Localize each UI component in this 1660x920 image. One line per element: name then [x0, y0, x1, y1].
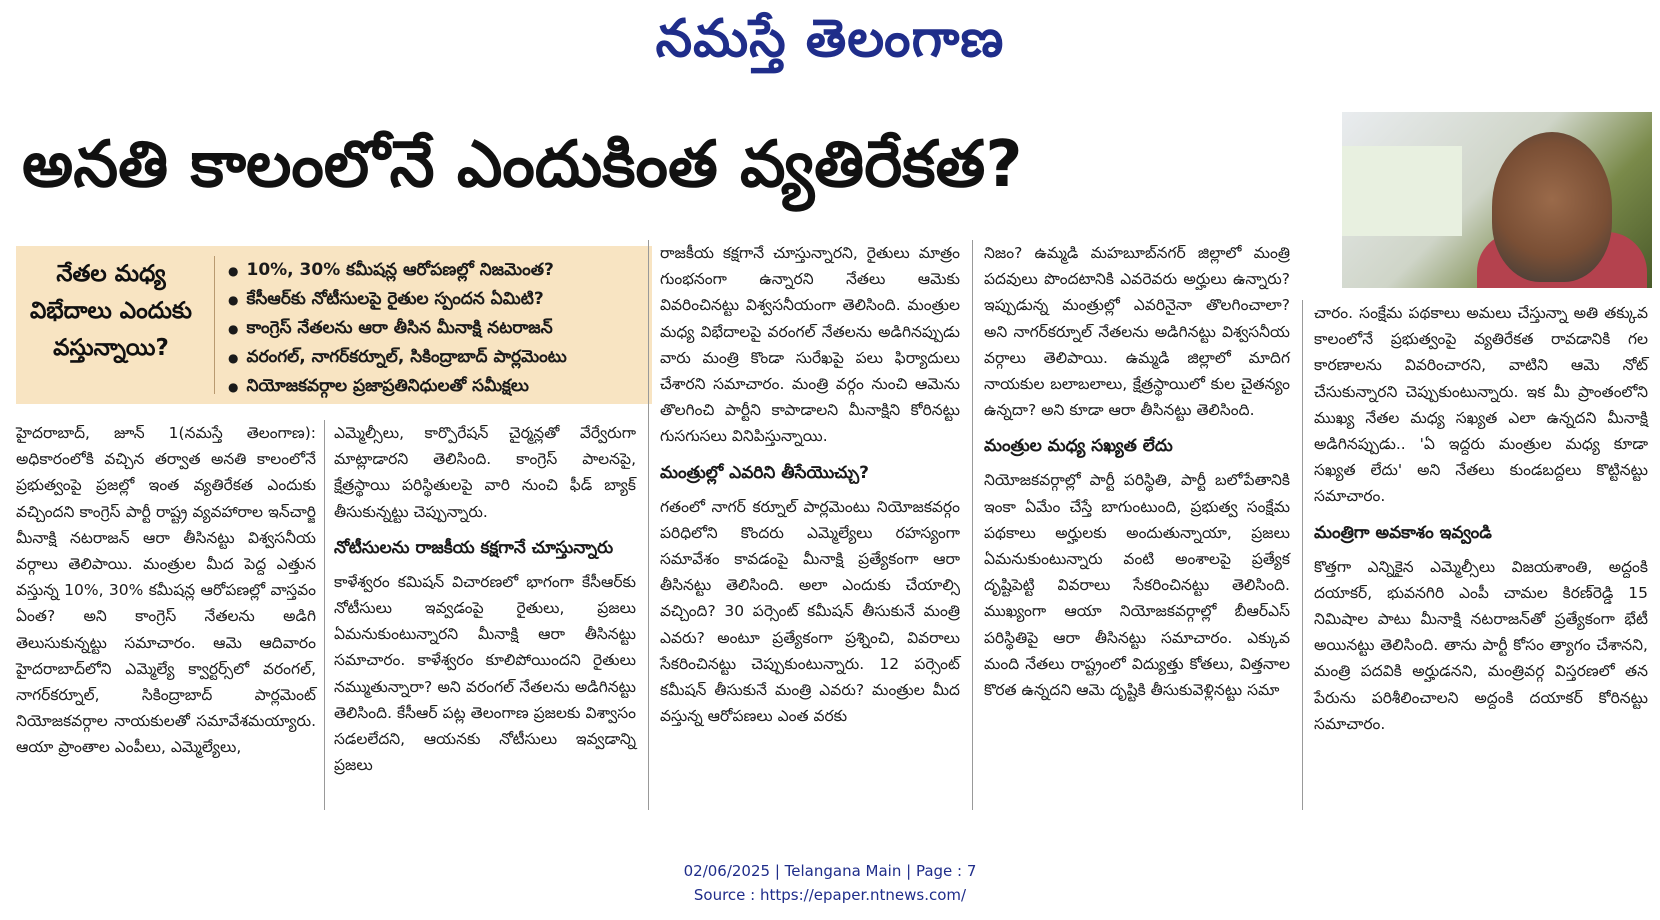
footer-date-page: 02/06/2025 | Telangana Main | Page : 7 [683, 862, 977, 880]
column-rule [648, 240, 649, 810]
bullet-item: ● 10%, 30% కమీషన్ల ఆరోపణల్లో నిజమెంత? [228, 256, 648, 285]
article-column-4 [984, 240, 1290, 703]
section-heading: మంత్రుల మధ్య సఖ్యత లేదు [984, 436, 1173, 457]
photo-background-banner [1342, 146, 1462, 236]
photo-person-face [1492, 132, 1612, 282]
column-rule [1302, 300, 1303, 810]
article-column-5 [1314, 300, 1648, 737]
column-text: చారం. సంక్షేమ పథకాలు అమలు చేస్తున్నా అతి తక్కువ కాలంలోనే ప్రభుత్వంపై వ్యతిరేకత రావడానికి గల కారణాలను వివరించారని, వాటిని ఆమె నోట్ చేసుకున్నారని చెప్పుకుంటున్నారు. ఇక మీ ప్రాంతంలోని ముఖ్య నేతల మధ్య సఖ్యత ఎలా ఉన్నదని మీనాక్షి అడిగినప్పుడు.. 'ఏ ఇద్దరు మంత్రుల మధ్య కూడా సఖ్యత లేదు' అని నేతలు కుండబద్దలు కొట్టినట్టు సమాచారం. [1314, 304, 1648, 506]
footer-source: Source : https://epaper.ntnews.com/ [693, 886, 967, 904]
article-column-3 [660, 240, 960, 729]
column-rule [972, 240, 973, 810]
article-column-2 [334, 420, 636, 778]
column-rule [324, 420, 325, 810]
headline: అనతి కాలంలోనే ఎందుకింత వ్యతిరేకత? [22, 128, 1023, 202]
column-text: హైదరాబాద్, జూన్ 1(నమస్తే తెలంగాణ): అధికారంలోకి వచ్చిన తర్వాత అనతి కాలంలోనే ప్రభుత్వంపై ప్రజల్లో ఇంత వ్యతిరేకత ఎందుకు వచ్చిందని కాంగ్రెస్ పార్టీ రాష్ట్ర వ్యవహారాల ఇన్‌చార్జి మీనాక్షి నటరాజన్ ఆరా తీసినట్టు విశ్వసనీయ వర్గాలు తెలిపాయి. మంత్రుల మీద పెద్ద ఎత్తున వస్తున్న 10%, 30% కమీషన్ల ఆరోపణల్లో వాస్తవం ఏంత? అని కాంగ్రెస్ నేతలను అడిగి తెలుసుకున్నట్టు సమాచారం. ఆమె ఆదివారం హైదరాబాద్‌లోని ఎమ్మెల్యే క్వార్టర్స్‌లో వరంగల్, నాగర్‌కర్నూల్, సికింద్రాబాద్ పార్లమెంట్ నియోజకవర్గాల నాయకులతో సమావేశమయ్యారు. ఆయా ప్రాంతాల ఎంపీలు, ఎమ్మెల్యేలు, [16, 424, 316, 757]
bullet-item: ● కాంగ్రెస్ నేతలను ఆరా తీసిన మీనాక్షి నటరాజన్ [228, 314, 648, 343]
subheading-question: నేతల మధ్య విభేదాలు ఎందుకు వస్తున్నాయి? [30, 261, 192, 361]
bullet-item: ● వరంగల్, నాగర్‌కర్నూల్, సికింద్రాబాద్ పార్లమెంటు [228, 343, 648, 372]
column-text: కొత్తగా ఎన్నికైన ఎమ్మెల్సీలు విజయశాంతి, అద్దంకి దయాకర్, భువనగిరి ఎంపీ చామల కిరణ్‌రెడ్డి 15 నిమిషాల పాటు మీనాక్షి నటరాజన్‌తో ప్రత్యేకంగా భేటీ అయినట్టు తెలిసింది. తాను పార్టీ కోసం త్యాగం చేశానని, మంత్రి పదవికి అర్హుడనని, మంత్రివర్గ విస్తరణలో తన పేరును పరిశీలించాలని అద్దంకి దయాకర్ కోరినట్టు సమాచారం. [1314, 557, 1648, 733]
subheading-divider [214, 256, 215, 394]
column-text: నిజం? ఉమ్మడి మహబూబ్‌నగర్ జిల్లాలో మంత్రి పదవులు పొందటానికి ఎవరెవరు అర్హులు ఉన్నారు? ఇప్పుడున్న మంత్రుల్లో ఎవరినైనా తొలగించాలా? అని నాగర్‌కర్నూల్ నేతలను అడిగినట్టు విశ్వసనీయ వర్గాలు తెలిపాయి. ఉమ్మడి జిల్లాలో మాదిగ నాయకుల బలాబలాలు, క్షేత్రస్థాయిలో కుల చైతన్యం ఉన్నదా? అని కూడా ఆరా తీసినట్టు తెలిసింది. [984, 244, 1290, 420]
bullet-item: ● నియోజకవర్గాల ప్రజాప్రతినిధులతో సమీక్షలు [228, 372, 648, 401]
column-text: నియోజకవర్గాల్లో పార్టీ పరిస్థితి, పార్టీ బలోపేతానికి ఇంకా ఏమేం చేస్తే బాగుంటుంది, ప్రభుత్వ సంక్షేమ పథకాలు అర్హులకు అందుతున్నాయా, ప్రజలు ఏమనుకుంటున్నారు వంటి అంశాలపై ప్రత్యేక దృష్టిపెట్టి వివరాలు సేకరించినట్టు తెలిసింది. ముఖ్యంగా ఆయా నియోజకవర్గాల్లో బీఆర్‌ఎస్ పరిస్థితిపై ఆరా తీసినట్టు సమాచారం. ఎక్కువ మంది నేతలు రాష్ట్రంలో విద్యుత్తు కోతలు, విత్తనాల కొరత ఉన్నదని ఆమె దృష్టికి తీసుకువెళ్లినట్టు సమా [984, 471, 1290, 700]
article-column-1 [16, 420, 316, 761]
column-text: గతంలో నాగర్ కర్నూల్ పార్లమెంటు నియోజకవర్గం పరిధిలోని కొందరు ఎమ్మెల్యేలు రహస్యంగా సమావేశం కావడంపై మీనాక్షి ప్రత్యేకంగా ఆరా తీసినట్టు తెలిసింది. అలా ఎందుకు చేయాల్సి వచ్చింది? 30 పర్సెంట్ కమీషన్ తీసుకునే మంత్రి ఎవరు? అంటూ ప్రత్యేకంగా ప్రశ్నించి, వివరాలు సేకరించినట్టు చెప్పుకుంటున్నారు. 12 పర్సెంట్ కమీషన్ తీసుకునే మంత్రి ఎవరు? మంత్రుల మీద వస్తున్న ఆరోపణలు ఎంత వరకు [660, 497, 960, 726]
column-text: ఎమ్మెల్సీలు, కార్పొరేషన్ చైర్మన్లతో వేర్వేరుగా మాట్లాడారని తెలిసింది. కాంగ్రెస్ పాలనపై, క్షేత్రస్థాయి పరిస్థితులపై వారి నుంచి ఫీడ్ బ్యాక్ తీసుకున్నట్టు చెప్పున్నారు. [334, 424, 636, 521]
column-text: కాళేశ్వరం కమిషన్ విచారణలో భాగంగా కేసీఆర్‌కు నోటీసులు ఇవ్వడంపై రైతులు, ప్రజలు ఏమనుకుంటున్నారని మీనాక్షి ఆరా తీసినట్టు సమాచారం. కాళేశ్వరం కూలిపోయిందని రైతులు నమ్ముతున్నారా? అని వరంగల్ నేతలను అడిగినట్టు తెలిసింది. కేసీఆర్ పట్ల తెలంగాణ ప్రజలకు విశ్వాసం సడలలేదని, ఆయనకు నోటీసులు ఇవ్వడాన్ని ప్రజలు [334, 572, 636, 775]
section-heading: నోటీసులను రాజకీయ కక్షగానే చూస్తున్నారు [334, 537, 614, 558]
bullet-item: ● కేసీఆర్‌కు నోటీసులపై రైతుల స్పందన ఏమిటి? [228, 285, 648, 314]
masthead-logo: నమస్తే తెలంగాణ [655, 8, 1005, 69]
subheading-box [16, 246, 652, 404]
news-photo [1342, 112, 1652, 288]
column-text: రాజకీయ కక్షగానే చూస్తున్నారని, రైతులు మాత్రం గుంభనంగా ఉన్నారని నేతలు ఆమెకు వివరించినట్టు విశ్వసనీయంగా తెలిసింది. మంత్రుల మధ్య విభేదాలపై వరంగల్ నేతలను అడిగినప్పుడు వారు మంత్రి కొండా సురేఖపై పలు ఫిర్యాదులు చేశారని సమాచారం. మంత్రి వర్గం నుంచి ఆమెను తొలగించి పార్టీని కాపాడాలని మీనాక్షిని కోరినట్టు గుసగుసలు వినిపిస్తున్నాయి. [660, 244, 960, 446]
subheading-bullets [228, 256, 648, 401]
section-heading: మంత్రిగా అవకాశం ఇవ్వండి [1314, 522, 1492, 543]
section-heading: మంత్రుల్లో ఎవరిని తీసేయొచ్చు? [660, 462, 870, 483]
